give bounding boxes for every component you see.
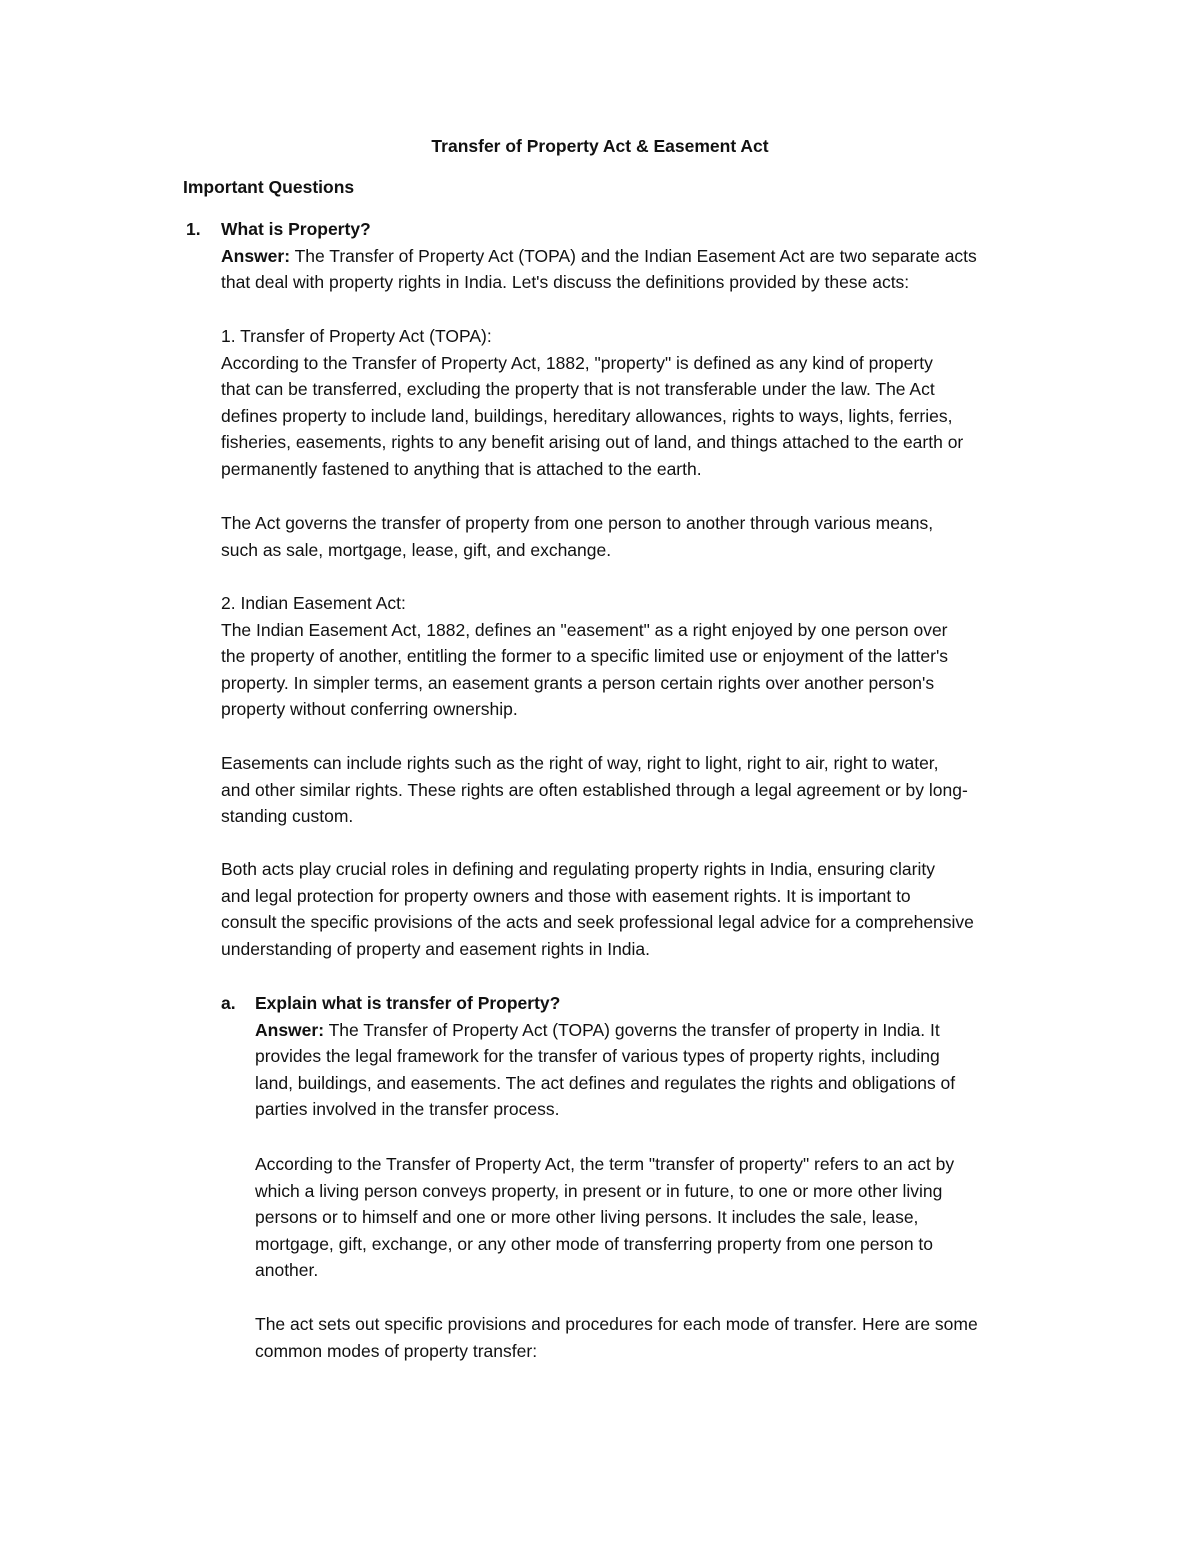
iea-line: property. In simpler terms, an easement grants a person certain rights over another person's bbox=[221, 672, 935, 693]
sub-question-a-text: Explain what is transfer of Property? bbox=[255, 993, 561, 1013]
paragraph-line: such as sale, mortgage, lease, gift, and exchange. bbox=[221, 539, 612, 560]
paragraph-line: common modes of property transfer: bbox=[255, 1340, 538, 1361]
topa-governs-paragraph bbox=[221, 510, 1021, 563]
topa-heading: 1. Transfer of Property Act (TOPA): bbox=[221, 326, 492, 346]
iea-heading: 2. Indian Easement Act: bbox=[221, 593, 406, 613]
question-1-answer-line-1 bbox=[221, 243, 1021, 270]
document-title: Transfer of Property Act & Easement Act bbox=[431, 136, 769, 156]
paragraph-line: another. bbox=[255, 1260, 319, 1281]
sub-question-a bbox=[255, 990, 1025, 1123]
paragraph-line: Both acts play crucial roles in defining and regulating property rights in India, ensuring clarity bbox=[221, 859, 935, 879]
iea-line: property without conferring ownership. bbox=[221, 699, 518, 720]
answer-label: Answer: bbox=[221, 245, 291, 266]
topa-line: permanently fastened to anything that is attached to the earth. bbox=[221, 458, 702, 479]
document-subtitle: Important Questions bbox=[183, 177, 355, 197]
modes-paragraph bbox=[255, 1311, 1025, 1364]
paragraph-line: land, buildings, and easements. The act defines and regulates the rights and obligations of bbox=[255, 1072, 956, 1093]
topa-line: According to the Transfer of Property Act, 1882, "property" is defined as any kind of property bbox=[221, 352, 933, 373]
paragraph-line: understanding of property and easement rights in India. bbox=[221, 938, 651, 959]
answer-text: The Transfer of Property Act (TOPA) and the Indian Easement Act are two separate acts bbox=[290, 245, 977, 266]
answer-label: Answer: bbox=[255, 1019, 325, 1040]
question-1-answer-line-2: that deal with property rights in India. Let's discuss the definitions provided by these acts: bbox=[221, 272, 910, 293]
paragraph-line: Easements can include rights such as the right of way, right to light, right to air, right to water, bbox=[221, 753, 939, 773]
easements-rights-paragraph bbox=[221, 750, 1021, 830]
iea-line: The Indian Easement Act, 1882, defines an "easement" as a right enjoyed by one person over bbox=[221, 619, 948, 640]
paragraph-line: consult the specific provisions of the acts and seek professional legal advice for a comprehensive bbox=[221, 912, 974, 933]
paragraph-line: parties involved in the transfer process. bbox=[255, 1099, 560, 1120]
question-1 bbox=[221, 216, 1021, 296]
paragraph-line: persons or to himself and one or more other living persons. It includes the sale, lease, bbox=[255, 1207, 919, 1228]
paragraph-line: mortgage, gift, exchange, or any other mode of transferring property from one person to bbox=[255, 1233, 934, 1254]
topa-line: defines property to include land, buildings, hereditary allowances, rights to ways, lights, ferries, bbox=[221, 405, 953, 426]
paragraph-line: and legal protection for property owners and those with easement rights. It is important to bbox=[221, 885, 911, 906]
paragraph-line: The Act governs the transfer of property from one person to another through various means, bbox=[221, 513, 934, 533]
topa-line: fisheries, easements, rights to any benefit arising out of land, and things attached to the earth or bbox=[221, 432, 964, 453]
iea-line: the property of another, entitling the former to a specific limited use or enjoyment of the latter's bbox=[221, 646, 949, 667]
paragraph-line: and other similar rights. These rights are often established through a legal agreement or by long- bbox=[221, 779, 968, 800]
topa-line: that can be transferred, excluding the property that is not transferable under the law. The Act bbox=[221, 379, 935, 400]
paragraph-line: The act sets out specific provisions and procedures for each mode of transfer. Here are some bbox=[255, 1314, 978, 1334]
sub-question-a-letter: a. bbox=[221, 993, 236, 1013]
question-1-number: 1. bbox=[186, 219, 201, 239]
paragraph-line: standing custom. bbox=[221, 806, 354, 827]
paragraph-line: According to the Transfer of Property Act, the term "transfer of property" refers to an act by bbox=[255, 1154, 955, 1174]
paragraph-line: which a living person conveys property, in present or in future, to one or more other living bbox=[255, 1180, 943, 1201]
iea-section bbox=[221, 590, 1021, 723]
sub-question-a-answer-line-1 bbox=[255, 1017, 1025, 1044]
paragraph-line: provides the legal framework for the transfer of various types of property rights, including bbox=[255, 1046, 940, 1067]
topa-section bbox=[221, 323, 1021, 483]
answer-text: The Transfer of Property Act (TOPA) governs the transfer of property in India. It bbox=[324, 1019, 940, 1040]
transfer-definition-paragraph bbox=[255, 1151, 1025, 1284]
question-1-text: What is Property? bbox=[221, 219, 371, 239]
both-acts-paragraph bbox=[221, 856, 1021, 962]
